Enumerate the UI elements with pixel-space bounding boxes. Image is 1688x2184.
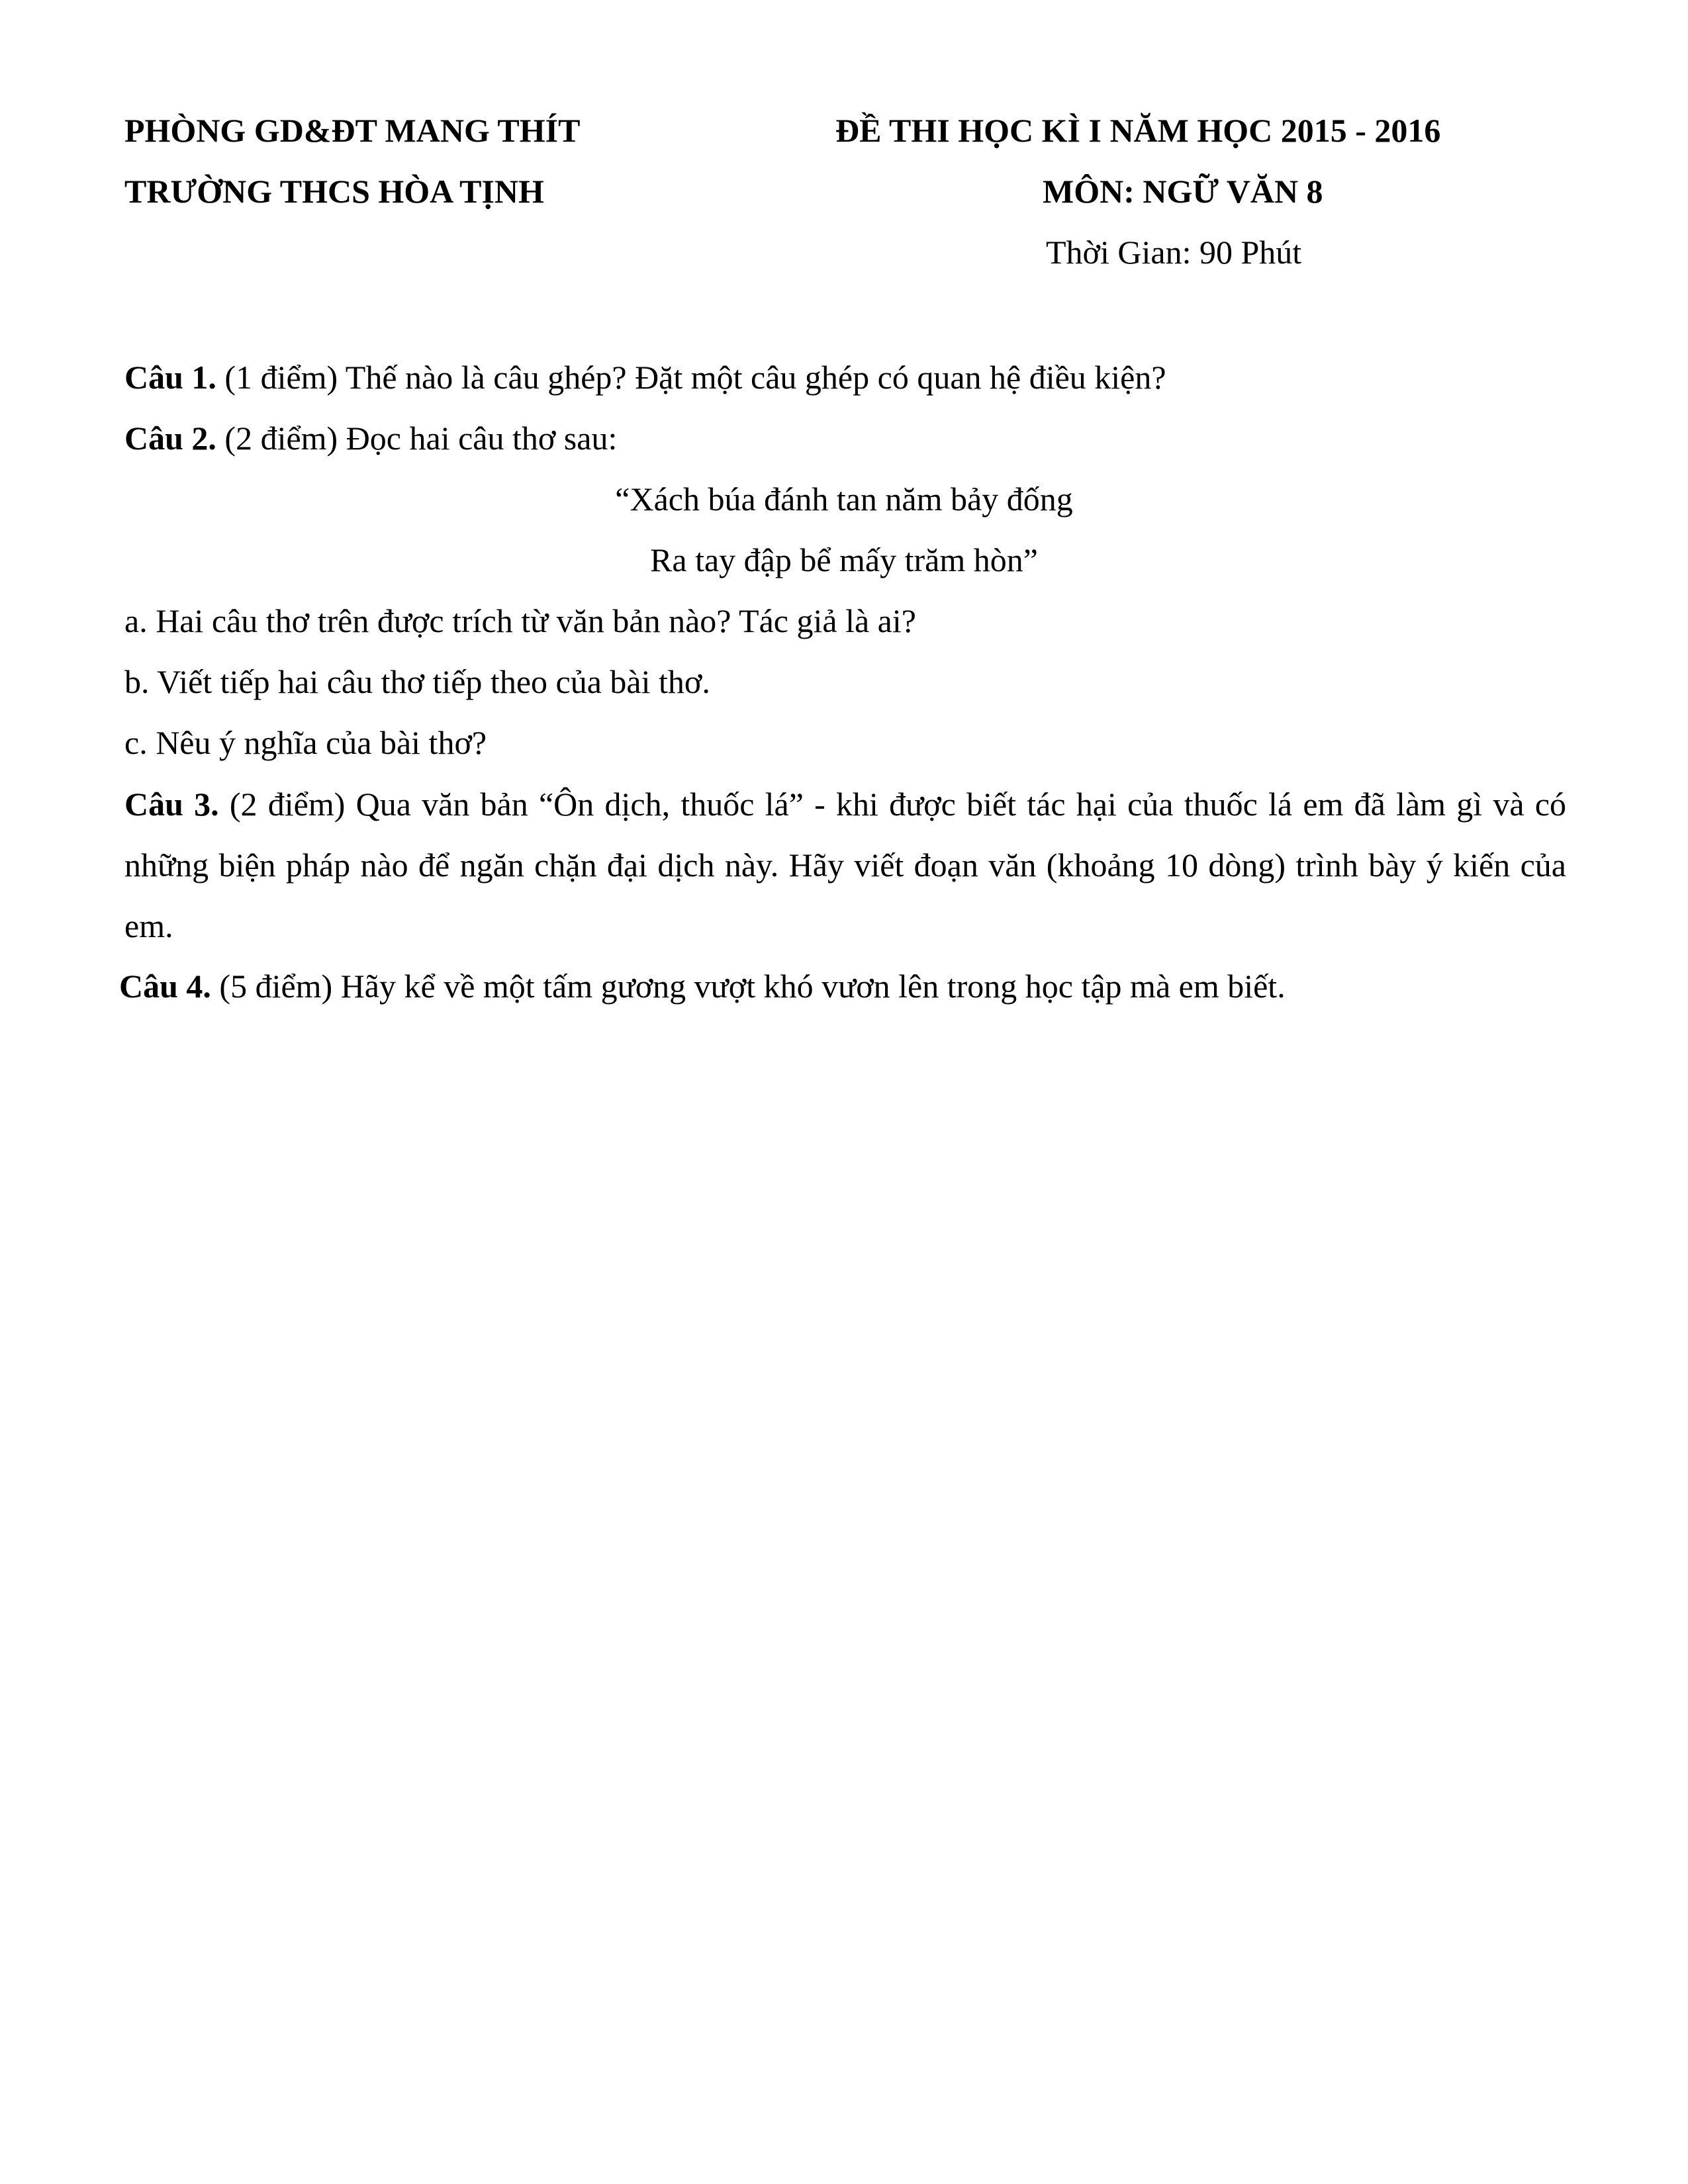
poem-line-2: Ra tay đập bể mấy trăm hòn” [650,541,1038,578]
exam-title: ĐỀ THI HỌC KÌ I NĂM HỌC 2015 - 2016 [835,112,1441,149]
question-1-label: Câu 1. [124,359,216,396]
question-2-label: Câu 2. [124,420,216,457]
question-2-part-c: c. Nêu ý nghĩa của bài thơ? [124,724,487,761]
question-2-part-a: a. Hai câu thơ trên được trích từ văn bản nào? Tác giả là ai? [124,602,916,639]
question-3 [124,774,1566,956]
question-4-label: Câu 4. [119,968,211,1005]
question-2-text: (2 điểm) Đọc hai câu thơ sau: [216,420,618,457]
exam-duration: Thời Gian: 90 Phút [1046,234,1302,271]
question-4-text: (5 điểm) Hãy kể về một tấm gương vượt khó vươn lên trong học tập mà em biết. [211,968,1286,1005]
question-2-part-b: b. Viết tiếp hai câu thơ tiếp theo của bài thơ. [124,663,710,700]
poem-line-1: “Xách búa đánh tan năm bảy đống [615,480,1073,518]
school-name: TRƯỜNG THCS HÒA TỊNH [124,173,544,210]
question-2 [124,422,617,455]
question-3-text: (2 điểm) Qua văn bản “Ôn dịch, thuốc lá” - khi được biết tác hại của thuốc lá em đã làm gì và có những biện pháp nào để ngăn chặn đại dịch này. Hãy viết đoạn văn (khoảng 10 dòng) trình bày ý kiến của em. [124,786,1566,944]
question-4 [119,970,1286,1003]
subject-label: MÔN: NGỮ VĂN 8 [1043,173,1323,210]
department-name: PHÒNG GD&ĐT MANG THÍT [124,112,581,149]
question-1-text: (1 điểm) Thế nào là câu ghép? Đặt một câu ghép có quan hệ điều kiện? [216,359,1166,396]
question-3-label: Câu 3. [124,786,219,823]
question-1 [124,361,1166,394]
